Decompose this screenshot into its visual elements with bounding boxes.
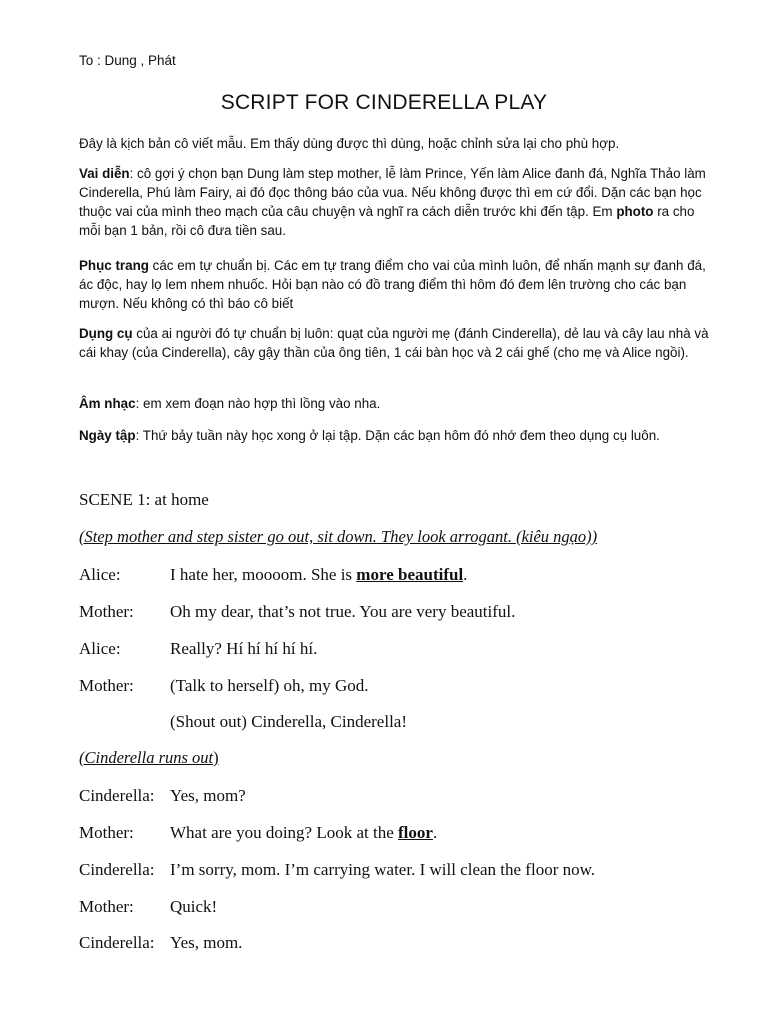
music-paragraph: [79, 394, 709, 413]
speaker-name: Alice:: [79, 639, 121, 658]
props-label: Dụng cụ: [79, 326, 133, 341]
speech-part: I hate her, moooom. She is: [170, 565, 357, 584]
speech-text: [170, 786, 246, 806]
stage-direction-2-close: ): [213, 748, 219, 767]
rehearsal-date-label: Ngày tập: [79, 428, 136, 443]
speech-part: What are you doing? Look at the: [170, 823, 399, 842]
stage-direction-2: [79, 748, 219, 768]
speech-text: [170, 565, 467, 585]
emphasized-word: more beautiful: [356, 565, 464, 584]
speaker-name: Mother:: [79, 676, 134, 695]
speech-text: [170, 823, 437, 843]
recipient-line: To : Dung , Phát: [79, 53, 176, 68]
speech-text: [170, 712, 407, 732]
speaker-name: Mother:: [79, 602, 134, 621]
speech-part: (Shout out) Cinderella, Cinderella!: [170, 712, 407, 731]
roles-paragraph: [79, 164, 709, 240]
speaker-name: Cinderella:: [79, 933, 155, 952]
emphasized-word: floor: [398, 823, 433, 842]
speech-part: I’m sorry, mom. I’m carrying water. I will clean the floor now.: [170, 860, 596, 879]
roles-photo-keyword: photo: [616, 204, 654, 219]
speech-part: Yes, mom.: [170, 933, 243, 952]
speech-part: .: [463, 565, 468, 584]
stage-direction-1: (Step mother and step sister go out, sit down. They look arrogant. (kiêu ngạo)): [79, 527, 598, 546]
speaker-name: Cinderella:: [79, 860, 155, 879]
props-text: của ai người đó tự chuẩn bị luôn: quạt của người mẹ (đánh Cinderella), dẻ lau và cây lau nhà và cái khay (của Cinderella), cây gậy thần của ông tiên, 1 cái bàn học và 2 cái ghế (cho mẹ và Alice ngồi).: [79, 326, 709, 360]
roles-text-1: : cô gợi ý chọn bạn Dung làm step mother, lễ làm Prince, Yến làm Alice đanh đá, Nghĩa Thảo làm Cinderella, Phú làm Fairy, ai đó đọc thông báo của vua. Nếu không được thì em cứ đổi. Dặn các bạn học thuộc vai của mình theo mạch của câu chuyện và nghĩ ra cách diễn trước khi đến tập. Em: [79, 166, 706, 219]
intro-paragraph: Đây là kịch bản cô viết mẫu. Em thấy dùng được thì dùng, hoặc chỉnh sửa lại cho phù hợp.: [79, 136, 620, 151]
speaker-name: Alice:: [79, 565, 121, 584]
speaker-name: Cinderella:: [79, 786, 155, 805]
speech-text: [170, 897, 217, 917]
speech-part: .: [432, 823, 438, 842]
speech-text: [170, 602, 515, 622]
music-label: Âm nhạc: [79, 396, 136, 411]
costume-label: Phục trang: [79, 258, 149, 273]
speech-part: Yes, mom?: [170, 786, 246, 805]
speech-text: [170, 860, 595, 880]
speech-part: Quick!: [170, 897, 218, 916]
roles-label: Vai diễn: [79, 166, 130, 181]
rehearsal-date-text: : Thứ bảy tuần này học xong ở lại tập. Dặn các bạn hôm đó nhớ đem theo dụng cụ luôn.: [135, 428, 660, 443]
scene-heading: SCENE 1: at home: [79, 490, 209, 509]
props-paragraph: [79, 324, 709, 362]
costume-paragraph: [79, 256, 709, 313]
speech-part: Really? Hí hí hí hí hí.: [170, 639, 318, 658]
speech-text: [170, 933, 242, 953]
roles-text-2: ra cho mỗi bạn 1 bản, rồi cô đưa tiền sau.: [79, 204, 695, 238]
stage-direction-2-text: (Cinderella runs out: [79, 748, 214, 767]
speech-text: [170, 676, 369, 696]
costume-text: các em tự chuẩn bị. Các em tự trang điểm cho vai của mình luôn, để nhấn mạnh sự đanh đá, ác độc, hay lọ lem nhem nhuốc. Hỏi bạn nào có đồ trang điểm thì hôm đó đem lên trường cho các bạn mượn. Nếu không có thì báo cô biết: [79, 258, 706, 311]
speaker-name: Mother:: [79, 897, 134, 916]
speech-part: (Talk to herself) oh, my God.: [170, 676, 369, 695]
document-title: SCRIPT FOR CINDERELLA PLAY: [220, 91, 548, 114]
speech-text: [170, 639, 317, 659]
rehearsal-date-paragraph: [79, 426, 709, 445]
speech-part: Oh my dear, that’s not true. You are very beautiful.: [170, 602, 516, 621]
music-text: : em xem đoạn nào hợp thì lồng vào nha.: [135, 396, 381, 411]
speaker-name: Mother:: [79, 823, 134, 842]
